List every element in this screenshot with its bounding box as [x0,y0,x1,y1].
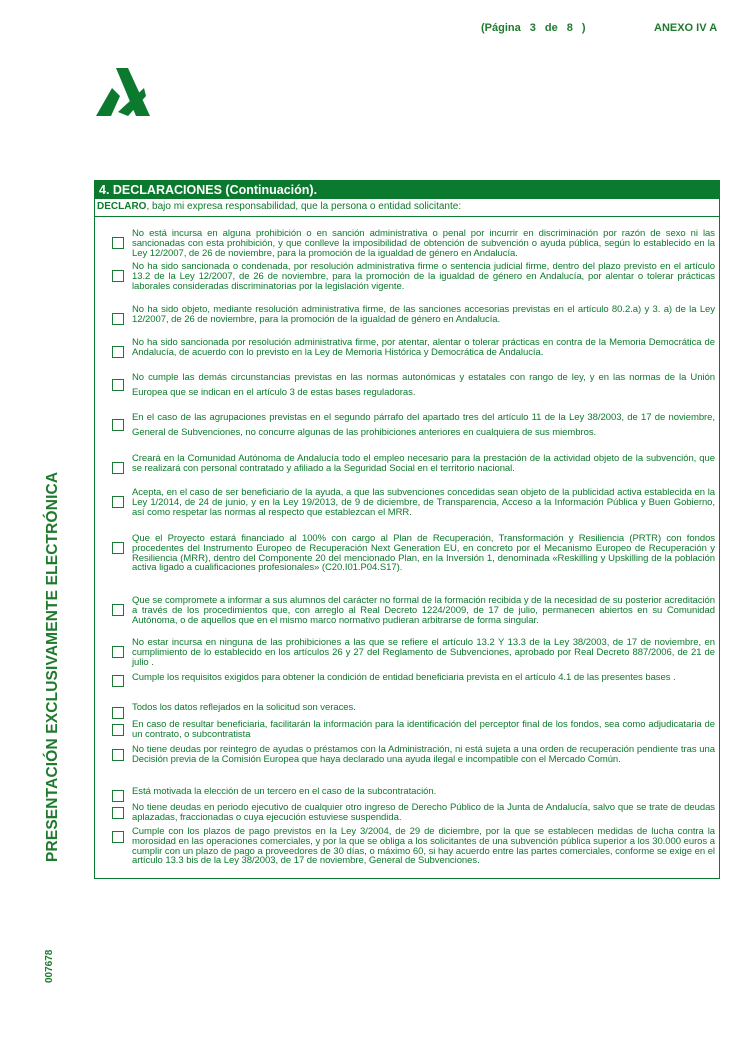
declaration-checkbox[interactable] [112,646,124,658]
intro-declaro: DECLARO [97,201,147,212]
declaration-checkbox[interactable] [112,542,124,554]
declaration-checkbox[interactable] [112,462,124,474]
declaration-checkbox[interactable] [112,346,124,358]
declaration-checkbox[interactable] [112,807,124,819]
form-code: 007678 [44,949,55,983]
declaration-text: No está incursa en alguna prohibición o en sanción administrativa o penal por incurrir en discriminación por razón de sexo ni las sancionadas con esta prohibición, y que conlleve la imposibilidad de obtención de subvención o ayuda pública, según lo establecido en la Ley 12/2007, de 26 de noviembre, para la promoción de la igualdad de género en Andalucía. [132,228,715,259]
declaration-text: Que se compromete a informar a sus alumnos del carácter no formal de la formación recibida y de la necesidad de su posterior acreditación a través de los procedimientos que, con arreglo al Real Decreto 1224/2009, de 17 de julio, permanecen abiertos en su Comunidad Autónoma, o de aquellos que en el mismo marco normativo pudieran arbitrarse de forma singular. [132,595,715,626]
declaration-text: Cumple con los plazos de pago previstos en la Ley 3/2004, de 29 de diciembre, por la que se establecen medidas de lucha contra la morosidad en las operaciones comerciales, y por la que se obliga a los solicitantes de una subvención pública superior a los 30.000 euros a cumplir con un plazo de pago a proveedores de 30 días, o máximo 60, si hay acuerdo entre las partes comerciales, conforme se exige en el artículo 13.3 bis de la Ley 38/2003, de 17 de noviembre, General de Subvenciones. [132,826,715,867]
electronic-only-vertical-label: PRESENTACIÓN EXCLUSIVAMENTE ELECTRÓNICA [44,471,61,862]
declaration-text: Todos los datos reflejados en la solicitud son veraces. [132,702,356,713]
declaration-checkbox[interactable] [112,237,124,249]
declaration-text: Que el Proyecto estará financiado al 100% con cargo al Plan de Recuperación, Transformación y Resiliencia (PRTR) con fondos procedentes del Instrumento Europeo de Recuperación Next Generation EU, en concreto por el Mecanismo Europeo de Recuperación y Resiliencia (MRR), dentro del Componente 20 del mencionado Plan, en la Inversión 1, denominada «Reskilling y Upskilling de la población activa ligado a cualificaciones profesionales» (C20.I01.P04.S17). [132,533,715,574]
page-number [481,22,586,34]
section-title: 4. DECLARACIONES (Continuación). [95,181,719,199]
declaration-checkbox[interactable] [112,496,124,508]
declaration-checkbox[interactable] [112,313,124,325]
declaration-checkbox[interactable] [112,379,124,391]
annex-label: ANEXO IV A [654,22,718,34]
declaration-text: No cumple las demás circunstancias previstas en las normas autonómicas y estatales con rango de ley, y en las normas de la Unión Europea que se indican en el artículo 3 de estas bases reguladoras. [132,372,715,398]
declaration-text: En caso de resultar beneficiaria, facilitarán la información para la identificación del perceptor final de los fondos, sea como adjudicataria de un contrato, o subcontratista [132,719,715,740]
declaration-checkbox[interactable] [112,707,124,719]
declaration-checkbox[interactable] [112,790,124,802]
page-total: 8 [566,22,573,34]
declaration-text: Creará en la Comunidad Autónoma de Andalucía todo el empleo necesario para la prestación de la actividad objeto de la subvención, que se realizará con personal contratado y afiliado a la Seguridad Social en el territorio nacional. [132,453,715,474]
page-header [0,22,750,38]
intro-text: , bajo mi expresa responsabilidad, que la persona o entidad solicitante: [146,201,462,212]
declaration-checkbox[interactable] [112,604,124,616]
declaration-text: No estar incursa en ninguna de las prohibiciones a las que se refiere el artículo 13.2 Y 13.3 de la Ley 38/2003, de 17 de noviembre, en cumplimiento de lo establecido en los artículos 26 y 27 del Reglamento de Subvenciones, aprobado por Real Decreto 887/2006, de 21 de julio . [132,637,715,668]
page-current: 3 [529,22,536,34]
declaration-checkbox[interactable] [112,724,124,736]
page-number-prefix: (Página [481,22,521,34]
declaration-text: Acepta, en el caso de ser beneficiario de la ayuda, a que las subvenciones concedidas sean objeto de la publicidad activa establecida en la Ley 1/2014, de 24 de junio, y en la Ley 19/2013, de 9 de diciembre, de Transparencia, Acceso a la Información Pública y Buen Gobierno, así como respetar las normas al respecto que establezcan el MRR. [132,487,715,518]
junta-andalucia-logo-icon [96,68,150,116]
section-intro [95,199,719,217]
declaration-text: No ha sido sancionada o condenada, por resolución administrativa firme o sentencia judicial firme, dentro del plazo previsto en el artículo 13.2 de la Ley 12/2007, de 26 de noviembre, para la promoción de la igualdad de género en Andalucía, por alentar o tolerar prácticas laborales consideradas discriminatorias por la legislación vigente. [132,261,715,292]
declaration-checkbox[interactable] [112,270,124,282]
page-number-suffix: ) [581,22,586,34]
page-number-of: de [544,22,558,34]
declaration-text: En el caso de las agrupaciones previstas en el segundo párrafo del apartado tres del artículo 11 de la Ley 38/2003, de 17 de noviembre, General de Subvenciones, no concurre algunas de las prohibiciones anteriores en cualquiera de sus miembros. [132,412,715,438]
declaration-text: No ha sido sancionada por resolución administrativa firme, por atentar, alentar o tolerar prácticas en contra de la Memoria Democrática de Andalucía, de acuerdo con lo previsto en la Ley de Memoria Histórica y Democrática de Andalucía. [132,337,715,358]
declaration-text: No ha sido objeto, mediante resolución administrativa firme, de las sanciones accesorias previstas en el artículo 80.2.a) y 3. a) de la Ley 12/2007, de 26 de noviembre, para la promoción de la igualdad de género en Andalucía. [132,304,715,325]
declaration-text: No tiene deudas en periodo ejecutivo de cualquier otro ingreso de Derecho Público de la Junta de Andalucía, salvo que se trate de deudas aplazadas, fraccionadas o cuya ejecución estuviese suspendida. [132,802,715,823]
declarations-section [94,180,720,879]
declaration-checkbox[interactable] [112,675,124,687]
declaration-checkbox[interactable] [112,749,124,761]
declaration-checkbox[interactable] [112,419,124,431]
declaration-checkbox[interactable] [112,831,124,843]
declaration-text: Está motivada la elección de un tercero en el caso de la subcontratación. [132,786,437,797]
declaration-text: No tiene deudas por reintegro de ayudas o préstamos con la Administración, ni está sujeta a una orden de recuperación pendiente tras una Decisión previa de la Comisión Europea que haya declarado una ayuda ilegal e incompatible con el Mercado Común. [132,744,715,765]
declaration-text: Cumple los requisitos exigidos para obtener la condición de entidad beneficiaria prevista en el artículo 4.1 de las presentes bases . [132,672,676,683]
